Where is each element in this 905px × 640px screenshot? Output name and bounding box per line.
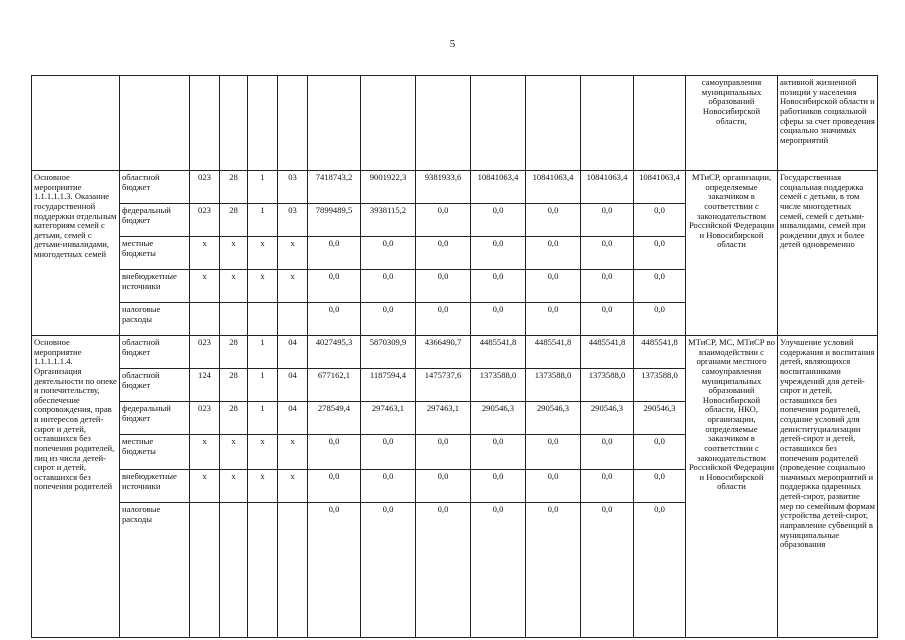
code-cell: [278, 503, 308, 638]
amount-cell: 0,0: [634, 303, 686, 336]
amount-cell: 4485541,8: [471, 336, 526, 369]
empty-cell: [416, 76, 471, 171]
result-cell: Улучшение условий содержания и воспитания детей, являющихся воспитанниками учреждений для детей-сирот и детей, оставшихся без попечения родителей, создание условий для деинституциализации детей-сирот и детей, оставшихся без попечения родителей (проведение социально значимых мероприятий и поддержка одаренных детей-сирот, развитие мер по семейным формам устройства детей-сирот, направление субвенций в муниципальные образования: [778, 336, 878, 638]
code-cell: x: [190, 435, 220, 470]
amount-cell: 4366490,7: [416, 336, 471, 369]
code-cell: 03: [278, 171, 308, 204]
amount-cell: 5870309,9: [361, 336, 416, 369]
code-cell: x: [220, 237, 248, 270]
funding-source-cell: местные бюджеты: [120, 435, 190, 470]
table-row: [32, 76, 878, 171]
amount-cell: 0,0: [471, 435, 526, 470]
code-cell: x: [248, 270, 278, 303]
executor-cell: МТиСР, МС, МТиСР во взаимодействии с органами местного самоуправления муниципальных образований Новосибирской области, НКО, организации, определяемые заказчиком в соответствии с законодательством Российской Федерации и Новосибирской области: [686, 336, 778, 638]
funding-source-cell: областной бюджет: [120, 369, 190, 402]
amount-cell: 290546,3: [581, 402, 634, 435]
amount-cell: 0,0: [581, 237, 634, 270]
amount-cell: 0,0: [471, 204, 526, 237]
amount-cell: 4485541,8: [526, 336, 581, 369]
code-cell: 28: [220, 369, 248, 402]
funding-source-cell: налоговые расходы: [120, 303, 190, 336]
amount-cell: 0,0: [581, 303, 634, 336]
amount-cell: 0,0: [416, 270, 471, 303]
table-row: [32, 336, 878, 369]
empty-cell: [248, 76, 278, 171]
empty-cell: [526, 76, 581, 171]
amount-cell: 1373588,0: [634, 369, 686, 402]
empty-cell: [278, 76, 308, 171]
code-cell: 124: [190, 369, 220, 402]
amount-cell: 0,0: [526, 204, 581, 237]
executor-cell: МТиСР, организации, определяемые заказчиком в соответствии с законодательством Российской Федерации и Новосибирской области: [686, 171, 778, 336]
amount-cell: 0,0: [526, 470, 581, 503]
amount-cell: 677162,1: [308, 369, 361, 402]
event-name-cell: Основное мероприятие 1.1.1.1.1.3. Оказание государственной поддержки отдельным категориям семей с детьми, семей с детьми-инвалидами, многодетных семей: [32, 171, 120, 336]
code-cell: x: [190, 237, 220, 270]
amount-cell: 10841063,4: [581, 171, 634, 204]
code-cell: 1: [248, 369, 278, 402]
amount-cell: 3938115,2: [361, 204, 416, 237]
amount-cell: 0,0: [581, 435, 634, 470]
funding-source-cell: федеральный бюджет: [120, 402, 190, 435]
amount-cell: 10841063,4: [471, 171, 526, 204]
amount-cell: 0,0: [581, 204, 634, 237]
amount-cell: 1373588,0: [526, 369, 581, 402]
amount-cell: 0,0: [308, 270, 361, 303]
code-cell: 1: [248, 402, 278, 435]
code-cell: 023: [190, 402, 220, 435]
amount-cell: 0,0: [634, 435, 686, 470]
amount-cell: 9001922,3: [361, 171, 416, 204]
amount-cell: 297463,1: [361, 402, 416, 435]
amount-cell: 0,0: [634, 503, 686, 638]
code-cell: x: [190, 270, 220, 303]
empty-cell: [471, 76, 526, 171]
amount-cell: 290546,3: [634, 402, 686, 435]
amount-cell: 0,0: [634, 237, 686, 270]
amount-cell: 7418743,2: [308, 171, 361, 204]
amount-cell: 0,0: [526, 435, 581, 470]
amount-cell: 0,0: [581, 270, 634, 303]
empty-cell: [581, 76, 634, 171]
funding-source-cell: налоговые расходы: [120, 503, 190, 638]
empty-cell: [361, 76, 416, 171]
amount-cell: 0,0: [308, 435, 361, 470]
amount-cell: 1373588,0: [581, 369, 634, 402]
code-cell: [220, 503, 248, 638]
code-cell: x: [278, 237, 308, 270]
amount-cell: 0,0: [416, 303, 471, 336]
amount-cell: 0,0: [361, 503, 416, 638]
code-cell: 1: [248, 171, 278, 204]
amount-cell: 278549,4: [308, 402, 361, 435]
amount-cell: 0,0: [634, 270, 686, 303]
amount-cell: 0,0: [471, 237, 526, 270]
code-cell: 023: [190, 204, 220, 237]
code-cell: x: [220, 435, 248, 470]
code-cell: 023: [190, 171, 220, 204]
amount-cell: 0,0: [361, 237, 416, 270]
amount-cell: 1475737,6: [416, 369, 471, 402]
amount-cell: 0,0: [526, 237, 581, 270]
amount-cell: 0,0: [471, 303, 526, 336]
amount-cell: 0,0: [416, 237, 471, 270]
amount-cell: 0,0: [634, 470, 686, 503]
code-cell: 04: [278, 402, 308, 435]
amount-cell: 0,0: [361, 270, 416, 303]
amount-cell: 0,0: [361, 303, 416, 336]
code-cell: 03: [278, 204, 308, 237]
amount-cell: 0,0: [634, 204, 686, 237]
amount-cell: 0,0: [416, 204, 471, 237]
amount-cell: 0,0: [361, 435, 416, 470]
code-cell: x: [278, 435, 308, 470]
empty-cell: [634, 76, 686, 171]
amount-cell: 297463,1: [416, 402, 471, 435]
page-number: 5: [449, 38, 456, 50]
code-cell: 04: [278, 369, 308, 402]
amount-cell: 0,0: [526, 503, 581, 638]
code-cell: x: [278, 270, 308, 303]
funding-source-cell: областной бюджет: [120, 336, 190, 369]
amount-cell: 0,0: [471, 470, 526, 503]
amount-cell: 0,0: [471, 503, 526, 638]
amount-cell: 0,0: [581, 470, 634, 503]
funding-source-cell: федеральный бюджет: [120, 204, 190, 237]
amount-cell: 1373588,0: [471, 369, 526, 402]
amount-cell: 9381933,6: [416, 171, 471, 204]
empty-cell: [120, 76, 190, 171]
funding-source-cell: внебюджетные источники: [120, 470, 190, 503]
code-cell: [248, 303, 278, 336]
empty-cell: [190, 76, 220, 171]
amount-cell: 0,0: [361, 470, 416, 503]
code-cell: [190, 303, 220, 336]
code-cell: x: [248, 237, 278, 270]
code-cell: 28: [220, 336, 248, 369]
amount-cell: 7899489,5: [308, 204, 361, 237]
amount-cell: 4027495,3: [308, 336, 361, 369]
amount-cell: 0,0: [308, 470, 361, 503]
result-cell: активной жизненной позиции у населения Новосибирской области и работников социальной сферы за счет проведения социально значимых мероприятий: [778, 76, 878, 171]
code-cell: x: [248, 435, 278, 470]
amount-cell: 0,0: [308, 237, 361, 270]
table-row: [32, 171, 878, 204]
amount-cell: 4485541,8: [581, 336, 634, 369]
amount-cell: 10841063,4: [634, 171, 686, 204]
code-cell: 1: [248, 336, 278, 369]
code-cell: 04: [278, 336, 308, 369]
empty-cell: [220, 76, 248, 171]
code-cell: x: [220, 470, 248, 503]
code-cell: 023: [190, 336, 220, 369]
amount-cell: 0,0: [308, 303, 361, 336]
result-cell: Государственная социальная поддержка семей с детьми, в том числе многодетных семей, семей с детьми-инвалидами, семей при рождении двух и более детей одновременно: [778, 171, 878, 336]
amount-cell: 290546,3: [526, 402, 581, 435]
amount-cell: 0,0: [416, 503, 471, 638]
code-cell: [278, 303, 308, 336]
amount-cell: 0,0: [416, 470, 471, 503]
program-table: [31, 75, 878, 638]
empty-cell: [308, 76, 361, 171]
amount-cell: 0,0: [416, 435, 471, 470]
executor-cell: самоуправления муниципальных образований Новосибирской области,: [686, 76, 778, 171]
code-cell: [190, 503, 220, 638]
amount-cell: 10841063,4: [526, 171, 581, 204]
empty-cell: [32, 76, 120, 171]
funding-source-cell: местные бюджеты: [120, 237, 190, 270]
amount-cell: 290546,3: [471, 402, 526, 435]
code-cell: 1: [248, 204, 278, 237]
funding-source-cell: внебюджетные источники: [120, 270, 190, 303]
amount-cell: 0,0: [308, 503, 361, 638]
table-body: [32, 76, 878, 638]
funding-source-cell: областной бюджет: [120, 171, 190, 204]
code-cell: x: [248, 470, 278, 503]
amount-cell: 1187594,4: [361, 369, 416, 402]
code-cell: [248, 503, 278, 638]
code-cell: 28: [220, 204, 248, 237]
code-cell: x: [278, 470, 308, 503]
amount-cell: 0,0: [526, 270, 581, 303]
amount-cell: 4485541,8: [634, 336, 686, 369]
code-cell: [220, 303, 248, 336]
amount-cell: 0,0: [581, 503, 634, 638]
code-cell: x: [220, 270, 248, 303]
amount-cell: 0,0: [526, 303, 581, 336]
event-name-cell: Основное мероприятие 1.1.1.1.1.4. Организация деятельности по опеке и попечительству, обеспечение сопровождения, прав и интересов детей-сирот и детей, оставшихся без попечения родителей, лиц из числа детей-сирот и детей, оставшихся без попечения родителей: [32, 336, 120, 638]
code-cell: x: [190, 470, 220, 503]
code-cell: 28: [220, 171, 248, 204]
code-cell: 28: [220, 402, 248, 435]
amount-cell: 0,0: [471, 270, 526, 303]
